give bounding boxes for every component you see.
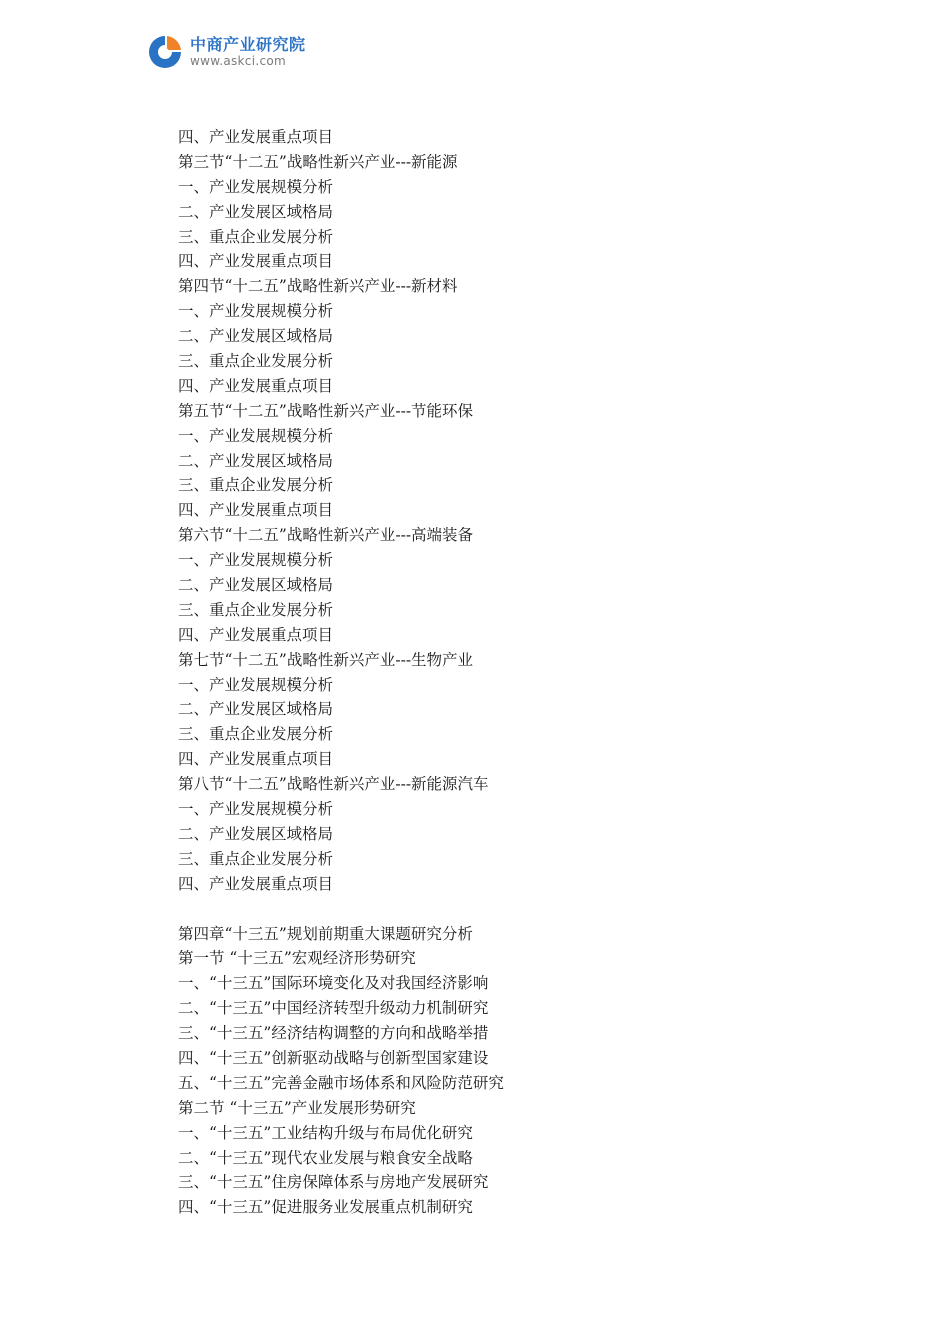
toc-spacer <box>178 897 878 922</box>
toc-item: 四、产业发展重点项目 <box>178 128 334 146</box>
toc-item: 三、“十三五”住房保障体系与房地产发展研究 <box>178 1173 489 1192</box>
toc-item: 第一节 “十三五”宏观经济形势研究 <box>178 949 416 968</box>
toc-item: 三、重点企业发展分析 <box>178 476 334 495</box>
brand-url: www.askci.com <box>190 54 286 68</box>
toc-item: 一、产业发展规模分析 <box>178 302 334 321</box>
toc-item: 三、重点企业发展分析 <box>178 352 334 371</box>
toc-item: 一、产业发展规模分析 <box>178 800 334 819</box>
toc-item: 一、产业发展规模分析 <box>178 177 334 196</box>
toc-item: 四、“十三五”创新驱动战略与创新型国家建设 <box>178 1048 489 1067</box>
toc-item: 二、“十三五”中国经济转型升级动力机制研究 <box>178 999 489 1018</box>
toc-item: 一、产业发展规模分析 <box>178 675 334 694</box>
brand-name: 中商产业研究院 <box>190 35 306 54</box>
table-of-contents <box>178 125 878 1220</box>
toc-item: 第四节“十二五”战略性新兴产业---新材料 <box>178 277 458 296</box>
toc-item: 二、产业发展区域格局 <box>178 576 334 595</box>
toc-item: 第二节 “十三五”产业发展形势研究 <box>178 1098 416 1117</box>
toc-item: 三、重点企业发展分析 <box>178 725 334 744</box>
toc-item: 第六节“十二五”战略性新兴产业---高端装备 <box>178 526 474 545</box>
toc-item: 二、产业发展区域格局 <box>178 824 334 843</box>
toc-item: 四、产业发展重点项目 <box>178 625 334 644</box>
toc-item: 三、“十三五”经济结构调整的方向和战略举措 <box>178 1024 489 1043</box>
toc-item: 一、“十三五”国际环境变化及对我国经济影响 <box>178 974 489 993</box>
toc-item: 二、产业发展区域格局 <box>178 202 334 221</box>
toc-item: 三、重点企业发展分析 <box>178 849 334 868</box>
toc-item: 五、“十三五”完善金融市场体系和风险防范研究 <box>178 1073 504 1092</box>
page-header <box>146 32 306 72</box>
askci-logo-icon <box>146 33 184 71</box>
toc-item: 三、重点企业发展分析 <box>178 227 334 246</box>
toc-item: 四、产业发展重点项目 <box>178 750 334 769</box>
toc-item: 一、产业发展规模分析 <box>178 426 334 445</box>
toc-item: 二、“十三五”现代农业发展与粮食安全战略 <box>178 1148 473 1167</box>
toc-item: 一、“十三五”工业结构升级与布局优化研究 <box>178 1123 473 1142</box>
toc-item: 二、产业发展区域格局 <box>178 327 334 346</box>
toc-item: 第三节“十二五”战略性新兴产业---新能源 <box>178 152 458 171</box>
toc-item: 四、产业发展重点项目 <box>178 252 334 271</box>
toc-item: 第八节“十二五”战略性新兴产业---新能源汽车 <box>178 775 489 794</box>
toc-item: 第五节“十二五”战略性新兴产业---节能环保 <box>178 401 474 420</box>
toc-item: 四、“十三五”促进服务业发展重点机制研究 <box>178 1198 473 1217</box>
toc-item: 四、产业发展重点项目 <box>178 376 334 395</box>
brand <box>190 37 306 67</box>
toc-item: 二、产业发展区域格局 <box>178 451 334 470</box>
toc-item: 第四章“十三五”规划前期重大课题研究分析 <box>178 924 473 943</box>
toc-item: 三、重点企业发展分析 <box>178 600 334 619</box>
toc-item: 一、产业发展规模分析 <box>178 551 334 570</box>
toc-item: 第七节“十二五”战略性新兴产业---生物产业 <box>178 650 474 669</box>
toc-item: 四、产业发展重点项目 <box>178 501 334 520</box>
toc-item: 二、产业发展区域格局 <box>178 700 334 719</box>
toc-item: 四、产业发展重点项目 <box>178 874 334 893</box>
